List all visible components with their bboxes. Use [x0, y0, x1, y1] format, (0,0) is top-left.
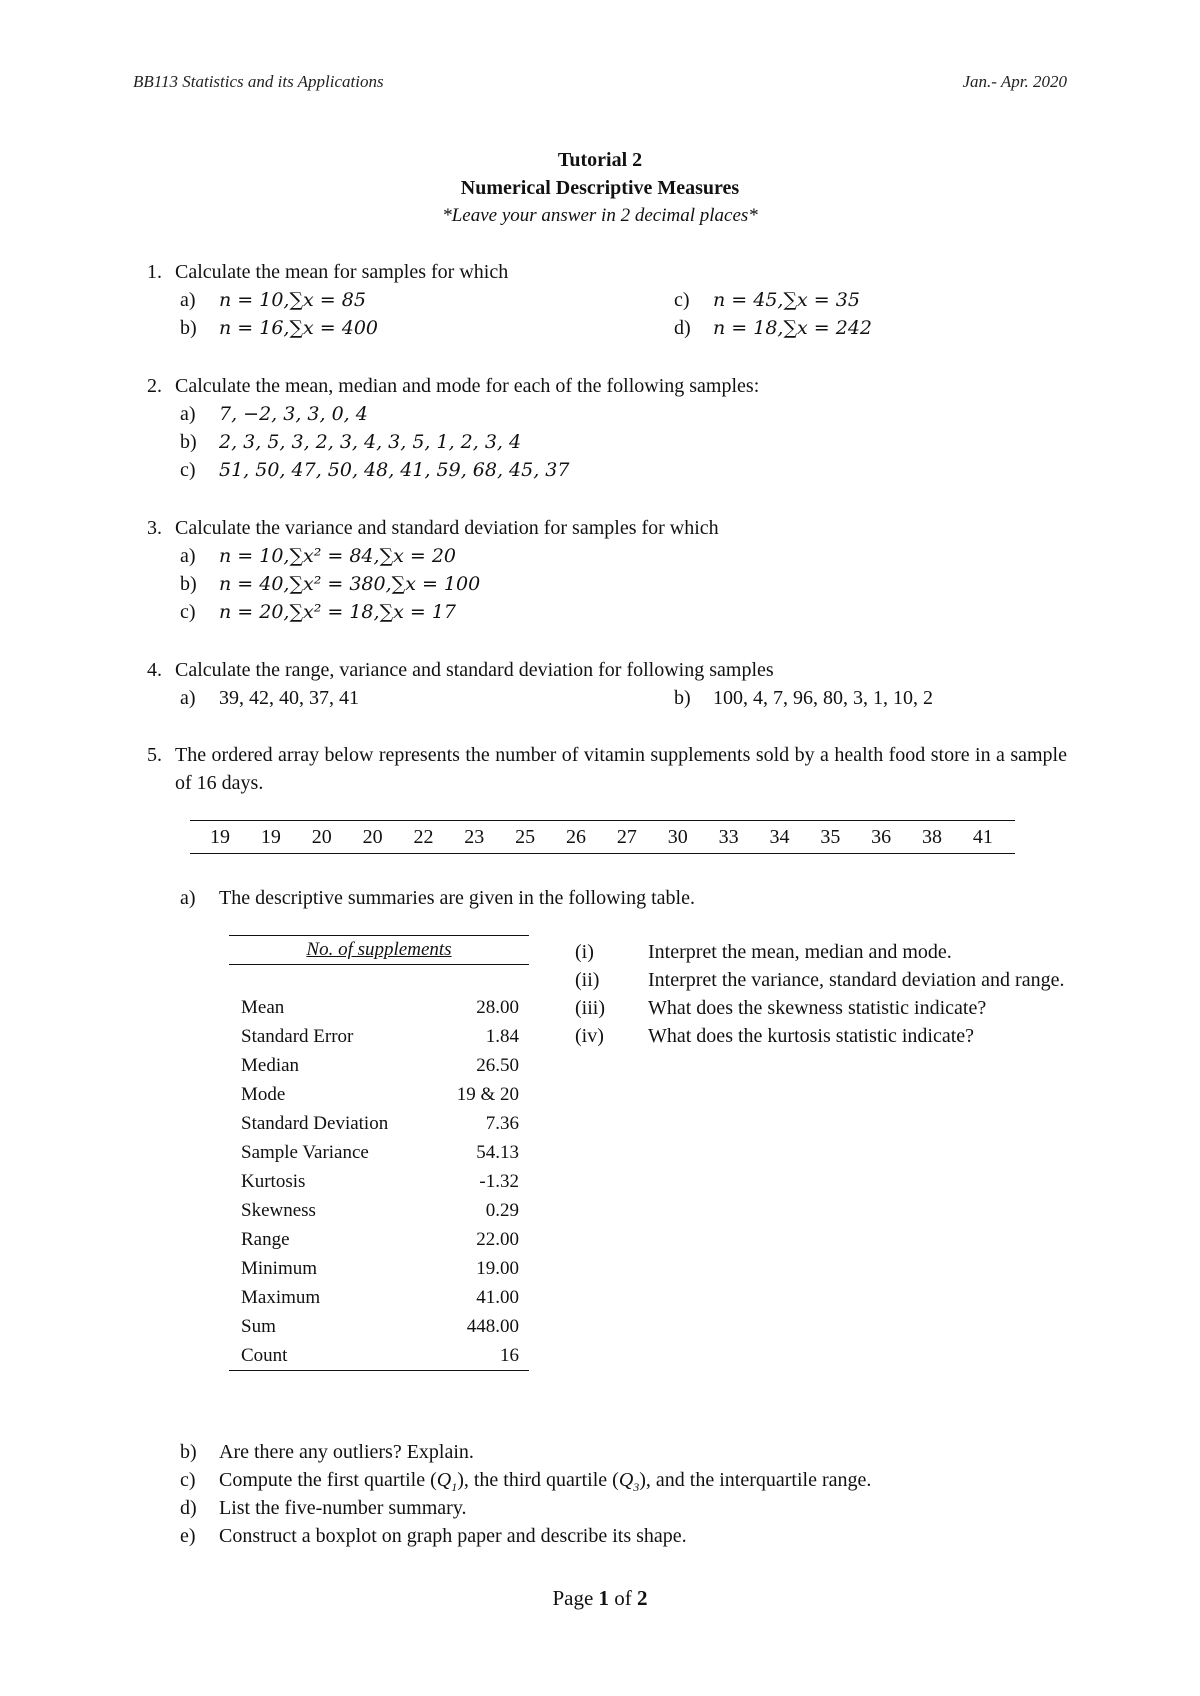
- ordered-array-row: [190, 821, 1015, 853]
- interpretation-questions: [575, 938, 1075, 1050]
- question-4: [147, 656, 1067, 712]
- array-value: 35: [820, 826, 841, 848]
- array-value: 26: [566, 826, 587, 848]
- stat-label: Maximum: [241, 1287, 321, 1308]
- interpretation-item: [575, 966, 1075, 994]
- stat-label: Mode: [241, 1084, 286, 1105]
- question-3: [147, 514, 1067, 626]
- question-text: The ordered array below represents the number of vitamin supplements sold by a health food store in a sample of 16 days.: [175, 744, 1067, 794]
- descriptive-stats-table: [229, 935, 529, 1371]
- stats-row: [229, 1283, 529, 1312]
- array-value: 20: [311, 826, 332, 848]
- sub-question-row: [147, 684, 1067, 712]
- stats-row: [229, 1196, 529, 1225]
- sub-label: a): [180, 289, 196, 311]
- sub-question-row: [147, 570, 1067, 598]
- roman-numeral: (iv): [575, 1025, 604, 1047]
- sub-question-row: [180, 1494, 1080, 1522]
- array-value: 27: [616, 826, 637, 848]
- sub-label: e): [180, 1525, 196, 1547]
- question-2: [147, 372, 1067, 484]
- interpretation-text: What does the kurtosis statistic indicate?: [648, 1025, 975, 1047]
- sub-question-text: List the five-number summary.: [219, 1497, 467, 1519]
- sub-question-row: [147, 314, 1067, 342]
- stat-value: 26.50: [476, 1055, 519, 1076]
- sub-question-text: Are there any outliers? Explain.: [219, 1441, 474, 1463]
- page-total: 2: [637, 1586, 648, 1610]
- question-number: 3.: [147, 517, 162, 539]
- stat-label: Mean: [241, 997, 285, 1018]
- sub-label: b): [180, 431, 197, 453]
- stats-row: [229, 1022, 529, 1051]
- stats-row: [229, 1138, 529, 1167]
- table-rule: [229, 1370, 529, 1371]
- question-1: [147, 258, 1067, 342]
- page-footer: [0, 1586, 1200, 1611]
- stat-label: Standard Error: [241, 1026, 354, 1047]
- sub-label: c): [674, 289, 690, 311]
- sample-values: 100, 4, 7, 96, 80, 3, 1, 10, 2: [713, 687, 933, 709]
- sub-question-row: [147, 542, 1067, 570]
- question-number: 2.: [147, 375, 162, 397]
- sub-question-row: [180, 1438, 1080, 1466]
- sub-question-text: Construct a boxplot on graph paper and describe its shape.: [219, 1525, 687, 1547]
- interpretation-item: [575, 1022, 1075, 1050]
- formula: n = 18,∑x = 242: [713, 317, 872, 339]
- stat-value: 7.36: [485, 1113, 519, 1134]
- sub-label: d): [674, 317, 691, 339]
- stat-label: Standard Deviation: [241, 1113, 389, 1134]
- stat-value: 28.00: [476, 997, 519, 1018]
- instruction-note: *Leave your answer in 2 decimal places*: [442, 205, 758, 226]
- array-value: 36: [871, 826, 892, 848]
- stats-row: [229, 1254, 529, 1283]
- question-text: Calculate the mean for samples for which: [175, 261, 509, 283]
- sub-label: b): [180, 317, 197, 339]
- sub-question-row: [147, 286, 1067, 314]
- stat-value: 54.13: [476, 1142, 519, 1163]
- stat-label: Range: [241, 1229, 290, 1250]
- stat-value: 41.00: [476, 1287, 519, 1308]
- header-course: BB113 Statistics and its Applications: [133, 72, 384, 91]
- sub-label: b): [180, 1441, 197, 1463]
- array-value: 34: [769, 826, 790, 848]
- sub-questions-5b-5e: [180, 1438, 1080, 1550]
- formula: n = 20,∑x² = 18,∑x = 17: [219, 601, 457, 623]
- sub-label: a): [180, 687, 196, 709]
- array-value: 23: [464, 826, 485, 848]
- stat-value: 0.29: [485, 1200, 519, 1221]
- sub-label: b): [180, 573, 197, 595]
- sub-question-row: [147, 400, 1067, 428]
- interpretation-text: Interpret the mean, median and mode.: [648, 941, 952, 963]
- array-value: 22: [413, 826, 434, 848]
- sub-label: a): [180, 545, 196, 567]
- stats-row: [229, 993, 529, 1022]
- sub-question-row: [147, 428, 1067, 456]
- question-text: Calculate the variance and standard deviation for samples for which: [175, 517, 719, 539]
- question-5: [147, 741, 1067, 797]
- stat-value: 16: [500, 1345, 519, 1366]
- stat-value: 1.84: [485, 1026, 519, 1047]
- question-number: 1.: [147, 261, 162, 283]
- stat-label: Minimum: [241, 1258, 318, 1279]
- stat-label: Count: [241, 1345, 288, 1366]
- stats-row: [229, 1167, 529, 1196]
- table-caption: No. of supplements: [306, 939, 452, 960]
- stats-row: [229, 1051, 529, 1080]
- sub-label: b): [674, 687, 691, 709]
- array-value: 30: [667, 826, 688, 848]
- interpretation-text: What does the skewness statistic indicate?: [648, 997, 987, 1019]
- tutorial-title: Tutorial 2: [557, 149, 643, 171]
- array-value: 19: [260, 826, 281, 848]
- question-text: Calculate the range, variance and standard deviation for following samples: [175, 659, 774, 681]
- page-number: 1: [598, 1586, 610, 1610]
- array-value: 19: [210, 826, 230, 848]
- sub-label: a): [180, 887, 196, 909]
- sample-values: 51, 50, 47, 50, 48, 41, 59, 68, 45, 37: [219, 459, 570, 481]
- stats-row: [229, 1225, 529, 1254]
- stat-value: -1.32: [479, 1171, 519, 1192]
- sub-question-text: Compute the first quartile $(Q_1)$, the third quartile $(Q_3)$, and the interquartile range.: [219, 1469, 872, 1494]
- stat-label: Sample Variance: [241, 1142, 369, 1163]
- array-value: 38: [922, 826, 943, 848]
- sub-label: a): [180, 403, 196, 425]
- stat-value: 19 & 20: [456, 1084, 519, 1105]
- formula: n = 16,∑x = 400: [219, 317, 378, 339]
- stat-label: Skewness: [241, 1200, 316, 1221]
- stat-label: Median: [241, 1055, 300, 1076]
- roman-numeral: (ii): [575, 969, 600, 991]
- question-number: 4.: [147, 659, 162, 681]
- array-value: 20: [362, 826, 383, 848]
- header-term: Jan.- Apr. 2020: [962, 72, 1067, 91]
- array-value: 33: [718, 826, 739, 848]
- sub-question-row: [147, 598, 1067, 626]
- stat-label: Kurtosis: [241, 1171, 306, 1192]
- ordered-array-table: [190, 820, 1015, 854]
- sub-question-row: [180, 1522, 1080, 1550]
- array-value: 25: [515, 826, 536, 848]
- interpretation-text: Interpret the variance, standard deviation and range.: [648, 969, 1065, 991]
- formula: n = 45,∑x = 35: [713, 289, 860, 311]
- stats-row: [229, 1109, 529, 1138]
- formula: n = 40,∑x² = 380,∑x = 100: [219, 573, 481, 595]
- stats-row: [229, 1080, 529, 1109]
- stat-value: 448.00: [466, 1316, 519, 1337]
- table-rule: [190, 853, 1015, 854]
- sub-label: d): [180, 1497, 197, 1519]
- sub-question-5a: [180, 884, 695, 912]
- roman-numeral: (iii): [575, 997, 605, 1019]
- sub-question-text: The descriptive summaries are given in the following table.: [219, 887, 695, 909]
- sample-values: 39, 42, 40, 37, 41: [219, 687, 359, 709]
- sub-label: c): [180, 1469, 196, 1491]
- stat-label: Sum: [241, 1316, 276, 1337]
- stats-row: [229, 1312, 529, 1341]
- stat-value: 19.00: [476, 1258, 519, 1279]
- sub-question-row: [180, 1466, 1080, 1494]
- formula: n = 10,∑x² = 84,∑x = 20: [219, 545, 457, 567]
- sub-label: c): [180, 459, 196, 481]
- question-text: Calculate the mean, median and mode for each of the following samples:: [175, 375, 760, 397]
- interpretation-item: [575, 994, 1075, 1022]
- of-label: of: [614, 1586, 632, 1610]
- sub-question-row: [147, 456, 1067, 484]
- tutorial-subtitle: Numerical Descriptive Measures: [460, 177, 740, 199]
- sample-values: 2, 3, 5, 3, 2, 3, 4, 3, 5, 1, 2, 3, 4: [219, 431, 522, 453]
- array-value: 41: [972, 826, 993, 848]
- interpretation-item: [575, 938, 1075, 966]
- title-block: [0, 146, 1200, 230]
- formula: n = 10,∑x = 85: [219, 289, 366, 311]
- stat-value: 22.00: [476, 1229, 519, 1250]
- sample-values: 7, −2, 3, 3, 0, 4: [219, 403, 368, 425]
- sub-label: c): [180, 601, 196, 623]
- roman-numeral: (i): [575, 941, 594, 963]
- stats-row: [229, 1341, 529, 1370]
- question-number: 5.: [147, 744, 162, 766]
- page-label: Page: [552, 1586, 594, 1610]
